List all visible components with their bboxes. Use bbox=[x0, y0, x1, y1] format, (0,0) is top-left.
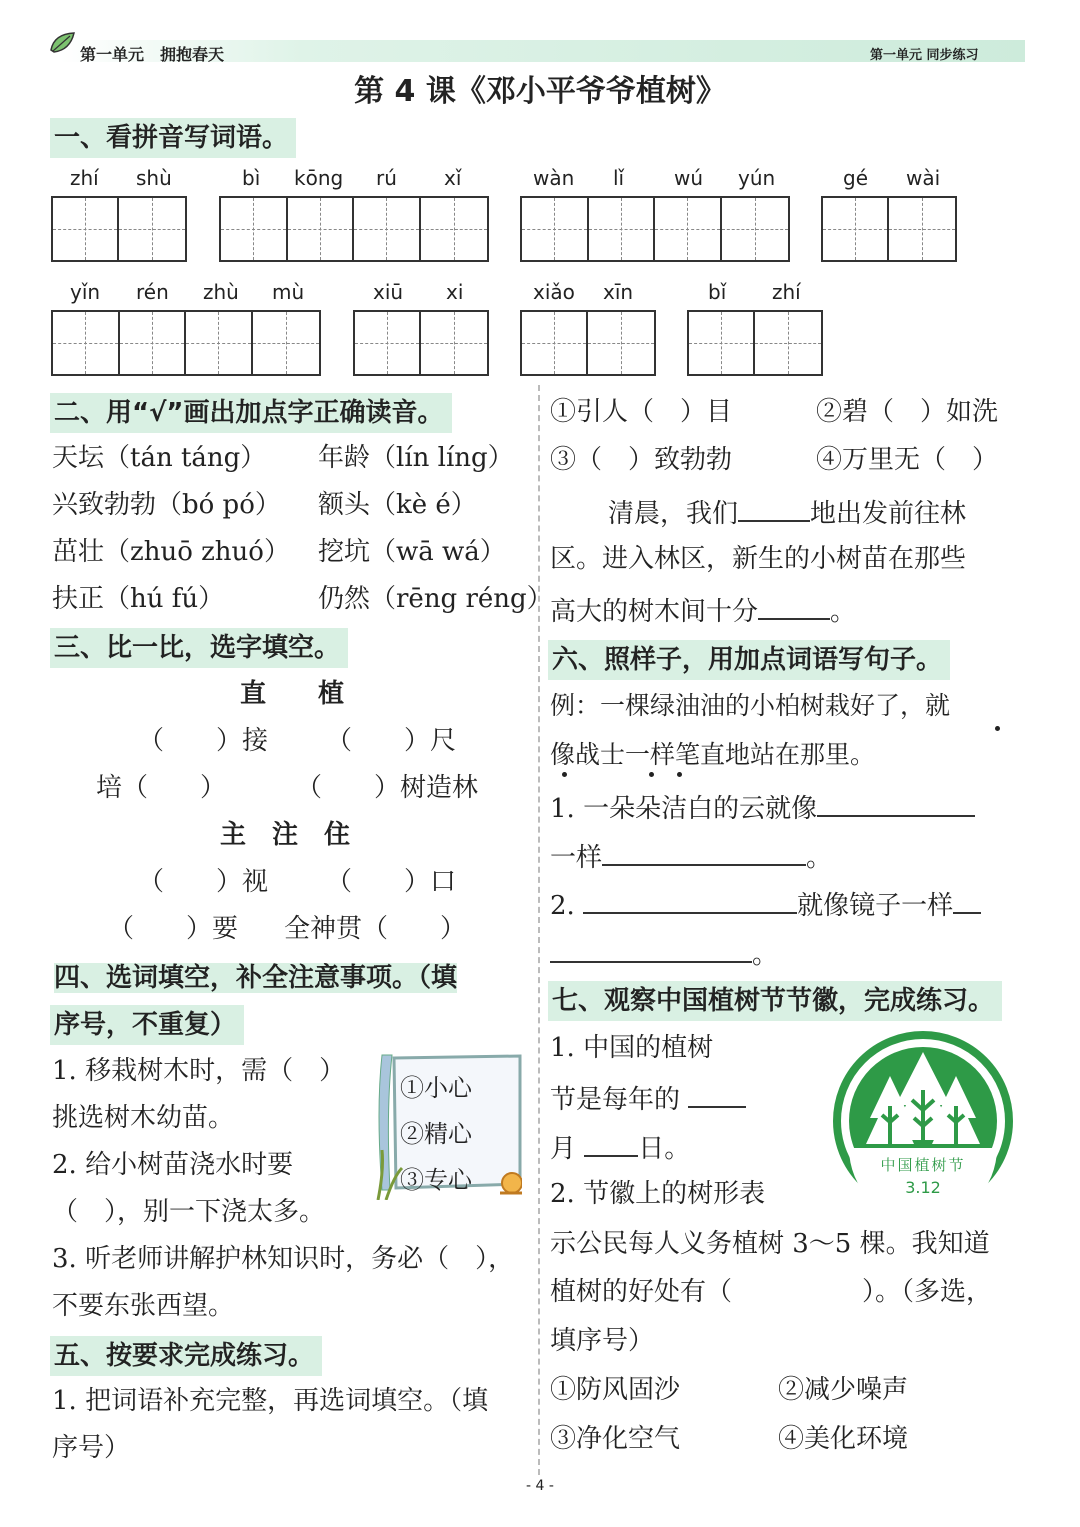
question-text: 序号） bbox=[52, 1433, 131, 1463]
question-text[interactable]: 3. 听老师讲解护林知识时，务必（ ）， bbox=[52, 1244, 515, 1274]
question-text: 。 bbox=[752, 940, 779, 970]
pinyin: zhí bbox=[70, 166, 99, 190]
logo-date: 3.12 bbox=[905, 1178, 941, 1197]
pinyin: rén bbox=[136, 280, 169, 304]
pinyin: bǐ bbox=[708, 280, 727, 304]
pinyin: kōng bbox=[294, 166, 344, 190]
passage-text: 地出发前往林 bbox=[810, 499, 967, 529]
pinyin: xiǎo bbox=[533, 280, 575, 304]
writing-grid[interactable] bbox=[821, 196, 957, 262]
writing-grid[interactable] bbox=[51, 310, 321, 376]
reading-item[interactable]: 茁壮（zhuō zhuó） bbox=[52, 537, 290, 567]
question-text[interactable]: （ ），别一下浇太多。 bbox=[52, 1197, 326, 1227]
question-text: 就像镜子一样 bbox=[797, 891, 954, 921]
logo-caption: 中国植树节 bbox=[880, 1156, 966, 1174]
reading-item[interactable]: 兴致勃勃（bó pó） bbox=[52, 490, 281, 520]
section-3-title: 三、比一比，选字填空。 bbox=[50, 628, 348, 668]
idiom-fill[interactable]: ③（ ）致勃勃 bbox=[550, 445, 733, 475]
fill-item[interactable]: （ ）口 bbox=[326, 867, 457, 897]
question-text: 1. 把词语补充完整，再选词填空。（填 bbox=[52, 1386, 489, 1416]
question-text: 日。 bbox=[638, 1134, 691, 1164]
question-text: 示公民每人义务植树 3～5 棵。我知道 bbox=[550, 1229, 990, 1259]
question-text: 2. bbox=[550, 891, 575, 921]
word-option: ①小心 bbox=[400, 1074, 472, 1102]
pinyin: lǐ bbox=[613, 166, 625, 190]
emphasis-dot bbox=[995, 726, 1000, 731]
passage-line: 区。进入林区，新生的小树苗在那些 bbox=[550, 544, 967, 574]
section-4-title-line2: 序号，不重复） bbox=[50, 1005, 244, 1045]
writing-grid[interactable] bbox=[687, 310, 823, 376]
page-title: 第 4 课《邓小平爷爷植树》 bbox=[354, 74, 726, 109]
question-line bbox=[550, 886, 981, 922]
writing-grid[interactable] bbox=[353, 310, 489, 376]
unit-label: 第一单元 拥抱春天 bbox=[80, 45, 225, 64]
fill-item[interactable]: 培（ ） bbox=[96, 773, 227, 803]
idiom-fill[interactable]: ②碧（ ）如洗 bbox=[816, 397, 999, 427]
reading-item[interactable]: 仍然（rēng réng） bbox=[318, 584, 553, 614]
pinyin: rú bbox=[376, 166, 397, 190]
fill-item[interactable]: 全神贯（ ） bbox=[284, 914, 467, 944]
benefit-option[interactable]: ①防风固沙 bbox=[550, 1375, 681, 1405]
question-text: 2. 给小树苗浇水时要 bbox=[52, 1150, 294, 1180]
emphasis-dot bbox=[649, 772, 654, 777]
emphasis-dot bbox=[562, 772, 567, 777]
pinyin: gé bbox=[843, 166, 868, 190]
question-text: 填序号） bbox=[550, 1326, 655, 1356]
question-line bbox=[550, 935, 778, 971]
pinyin: wàn bbox=[533, 166, 575, 190]
question-text: 不要东张西望。 bbox=[52, 1291, 235, 1321]
practice-label: 第一单元 同步练习 bbox=[870, 48, 979, 63]
question-text: 月 bbox=[550, 1134, 577, 1164]
question-text: 1. 一朵朵洁白的云就像 bbox=[550, 794, 818, 824]
section-7-title: 七、观察中国植树节节徽，完成练习。 bbox=[548, 981, 1002, 1021]
reading-item[interactable]: 扶正（hú fú） bbox=[52, 584, 225, 614]
pinyin: mù bbox=[272, 280, 305, 304]
example-line: 像战士一样笔直地站在那里。 bbox=[550, 740, 876, 769]
fill-item[interactable]: （ ）树造林 bbox=[296, 773, 479, 803]
passage-text: 高大的树木间十分 bbox=[550, 597, 759, 627]
idiom-fill[interactable]: ④万里无（ ） bbox=[816, 445, 999, 475]
page-number: - 4 - bbox=[526, 1478, 554, 1494]
answer-blank[interactable] bbox=[758, 592, 830, 620]
passage-text: 清晨，我们 bbox=[608, 499, 739, 529]
pinyin: xiū bbox=[373, 280, 404, 304]
leaf-logo-icon bbox=[48, 30, 78, 56]
idiom-fill[interactable]: ①引人（ ）目 bbox=[550, 397, 733, 427]
section-2-title: 二、用“√”画出加点字正确读音。 bbox=[50, 393, 452, 433]
section-4-title-line1: 四、选词填空，补全注意事项。（填 bbox=[54, 963, 458, 993]
pinyin: zhù bbox=[203, 280, 239, 304]
answer-blank[interactable] bbox=[550, 935, 752, 963]
column-divider bbox=[538, 385, 540, 1475]
question-text[interactable]: 1. 移栽树木时，需（ ） bbox=[52, 1056, 346, 1086]
char-group: 主 注 住 bbox=[220, 820, 351, 850]
answer-blank[interactable] bbox=[953, 886, 981, 914]
question-text: 挑选树木幼苗。 bbox=[52, 1103, 235, 1133]
question-text: 节是每年的 bbox=[550, 1085, 681, 1115]
pinyin: xi bbox=[446, 280, 464, 304]
reading-item[interactable]: 额头（kè é） bbox=[318, 490, 477, 520]
question-text: 2. 节徽上的树形表 bbox=[550, 1179, 766, 1209]
word-option: ②精心 bbox=[400, 1120, 472, 1148]
pinyin: xǐ bbox=[444, 166, 462, 190]
section-4-title bbox=[50, 958, 465, 998]
word-option: ③专心 bbox=[400, 1166, 472, 1194]
section-6-title: 六、照样子，用加点词语写句子。 bbox=[548, 640, 950, 680]
writing-grid[interactable] bbox=[520, 310, 656, 376]
passage-text: 。 bbox=[830, 597, 857, 627]
section-1-title: 一、看拼音写词语。 bbox=[50, 118, 296, 158]
question-line bbox=[550, 1080, 746, 1116]
pinyin: wú bbox=[674, 166, 704, 190]
passage-line bbox=[608, 494, 966, 530]
benefit-option[interactable]: ②减少噪声 bbox=[778, 1375, 909, 1405]
example-line: 例：一棵绿油油的小柏树栽好了，就 bbox=[550, 691, 951, 720]
benefit-option[interactable]: ③净化空气 bbox=[550, 1424, 681, 1454]
reading-item[interactable]: 年龄（lín líng） bbox=[318, 443, 514, 473]
fill-item[interactable]: （ ）接 bbox=[138, 726, 269, 756]
fill-item[interactable]: （ ）要 bbox=[108, 914, 239, 944]
answer-blank[interactable] bbox=[602, 838, 806, 866]
reading-item[interactable]: 天坛（tán táng） bbox=[52, 443, 267, 473]
char-pair: 直 植 bbox=[240, 679, 345, 709]
answer-blank[interactable] bbox=[584, 1129, 638, 1157]
fill-item[interactable]: （ ）尺 bbox=[326, 726, 457, 756]
pinyin: zhí bbox=[772, 280, 801, 304]
question-line bbox=[550, 789, 975, 825]
pinyin: bì bbox=[242, 166, 261, 190]
answer-blank[interactable] bbox=[817, 789, 975, 817]
fill-item[interactable]: （ ）视 bbox=[138, 867, 269, 897]
emphasis-dot bbox=[677, 772, 682, 777]
question-text: 一样 bbox=[550, 843, 603, 873]
pinyin: wài bbox=[906, 166, 941, 190]
section-5-title: 五、按要求完成练习。 bbox=[50, 1336, 322, 1376]
answer-blank[interactable] bbox=[738, 494, 810, 522]
question-line bbox=[550, 838, 832, 874]
answer-blank[interactable] bbox=[583, 886, 797, 914]
pinyin: yún bbox=[738, 166, 776, 190]
writing-grid[interactable] bbox=[520, 196, 790, 262]
question-text[interactable]: 植树的好处有（ ）。（多选， bbox=[550, 1277, 993, 1307]
writing-grid[interactable] bbox=[51, 196, 187, 262]
reading-item[interactable]: 挖坑（wā wá） bbox=[318, 537, 506, 567]
benefit-option[interactable]: ④美化环境 bbox=[778, 1424, 909, 1454]
question-text: 1. 中国的植树 bbox=[550, 1033, 714, 1063]
pinyin: xīn bbox=[603, 280, 634, 304]
pinyin: shù bbox=[136, 166, 172, 190]
question-text: 。 bbox=[806, 843, 833, 873]
pinyin: yǐn bbox=[70, 280, 101, 304]
writing-grid[interactable] bbox=[219, 196, 489, 262]
answer-blank[interactable] bbox=[688, 1080, 746, 1108]
question-line bbox=[550, 1129, 690, 1165]
passage-line bbox=[550, 592, 856, 628]
